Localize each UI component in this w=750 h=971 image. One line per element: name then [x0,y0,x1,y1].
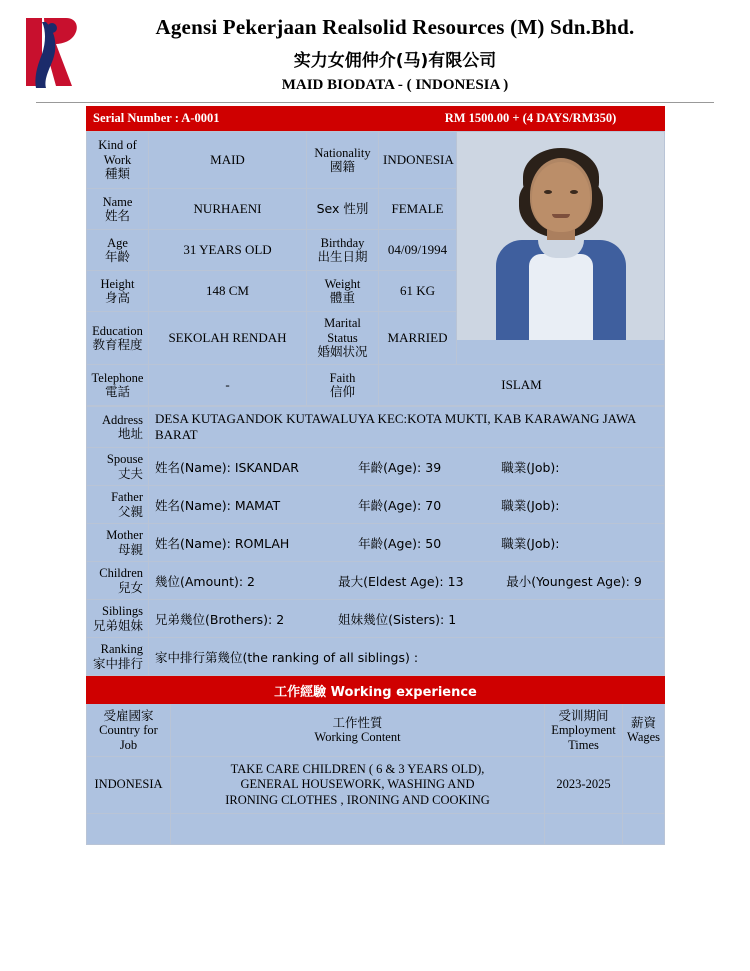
col-content-cn: 工作性質 [332,715,383,730]
value-spouse [149,448,665,486]
label-weight [307,271,379,312]
value-ranking: 家中排行第幾位(the ranking of all siblings) : [149,638,665,676]
col-wages [623,704,665,757]
col-times-en1: Employment [551,722,616,737]
label-birthday [307,230,379,271]
col-times [545,704,623,757]
col-wages-en: Wages [627,730,661,744]
cell-times: 2023-2025 [545,757,623,814]
document-title: MAID BIODATA - ( INDONESIA ) [281,77,509,94]
col-wages-cn: 薪資 [631,715,657,730]
children-eldest: 最大(Eldest Age): 13 [338,573,464,589]
label-faith-en: Faith [329,370,356,385]
label-nationality [307,132,379,189]
children-amount: 幾位(Amount): 2 [155,573,256,589]
value-siblings [149,600,665,638]
row-kind-of-work [87,132,665,189]
work-experience-table [86,676,665,845]
photo-cell [457,132,665,365]
label-marital-cn: 婚姻状况 [317,344,368,360]
label-marital-en2: Status [327,330,358,345]
value-address: DESA KUTAGANDOK KUTAWALUYA KEC:KOTA MUKTI, KAB KARAWANG JAWA BARAT [149,407,665,448]
father-age: 年齡(Age): 70 [358,497,442,513]
label-name-cn: 姓名 [104,208,130,223]
label-spouse-en: Spouse [106,452,143,467]
label-marital-status [307,312,379,365]
label-education-en: Education [92,323,143,338]
applicant-photo [457,132,664,340]
label-kind-of-work-en1: Kind of [98,138,137,153]
label-siblings [87,600,149,638]
label-name [87,189,149,230]
label-kind-of-work [87,132,149,189]
company-name-en: Agensi Pekerjaan Realsolid Resources (M) Sdn.Bhd. [155,15,635,39]
value-education: SEKOLAH RENDAH [149,312,307,365]
row-telephone [87,365,665,406]
value-telephone: - [149,365,307,406]
cell-content-line1: TAKE CARE CHILDREN ( 6 & 3 YEARS OLD), [230,761,485,776]
siblings-brothers: 兄弟幾位(Brothers): 2 [155,611,285,627]
company-name-cn: 实力女佣仲介(马)有限公司 [293,51,497,72]
label-mother-cn: 母親 [117,541,143,557]
value-marital-status: MARRIED [379,312,457,365]
value-nationality: INDONESIA [379,132,457,189]
cell-wages [623,757,665,814]
bio-table [86,131,665,406]
cell-wages [623,814,665,845]
value-kind-of-work: MAID [149,132,307,189]
family-table [86,406,665,676]
label-height [87,271,149,312]
col-content [171,704,545,757]
label-education [87,312,149,365]
label-birthday-cn: 出生日期 [317,249,368,264]
label-mother [87,524,149,562]
cell-country [87,814,171,845]
cell-content [171,757,545,814]
col-times-en2: Times [568,737,599,752]
biodata-sheet [86,106,664,845]
work-experience-header [87,677,665,704]
title-block [0,14,750,94]
label-weight-en: Weight [324,276,361,291]
cell-content [171,814,545,845]
label-father-cn: 父親 [117,503,143,519]
label-height-cn: 身高 [104,290,130,305]
label-spouse-cn: 丈夫 [117,465,143,481]
col-content-en: Working Content [314,730,401,744]
label-age [87,230,149,271]
cell-content-line2: GENERAL HOUSEWORK, WASHING AND [240,777,475,792]
label-telephone-en: Telephone [91,370,144,385]
label-children-en: Children [99,566,143,581]
row-ranking [87,638,665,676]
col-country [87,704,171,757]
work-experience-title: 工作經驗 Working experience [87,677,665,704]
label-mother-en: Mother [106,528,143,543]
label-father-en: Father [111,490,143,505]
label-kind-of-work-en2: Work [103,152,132,167]
label-siblings-en: Siblings [102,604,143,619]
col-times-cn: 受训期间 [558,707,609,723]
label-siblings-cn: 兄弟姐妹 [92,617,143,633]
row-siblings [87,600,665,638]
work-experience-columns [87,704,665,757]
price-badge: RM 1500.00 + (4 DAYS/RM350) [397,107,665,131]
label-ranking-en: Ranking [100,642,143,657]
label-ranking-cn: 家中排行 [92,655,143,671]
mother-name: 姓名(Name): ROMLAH [155,535,290,551]
label-birthday-en: Birthday [320,235,365,250]
value-father [149,486,665,524]
label-nationality-en: Nationality [314,145,371,160]
value-children [149,562,665,600]
cell-country: INDONESIA [87,757,171,814]
spouse-name: 姓名(Name): ISKANDAR [155,459,299,475]
children-youngest: 最小(Youngest Age): 9 [506,573,642,589]
realsolid-logo [22,14,84,90]
serial-table [86,106,665,131]
label-spouse [87,448,149,486]
label-address [87,407,149,448]
label-age-cn: 年齡 [104,249,130,264]
label-address-en: Address [102,412,143,427]
father-job: 職業(Job): [501,497,560,513]
label-children-cn: 兒女 [117,579,143,595]
mother-age: 年齡(Age): 50 [358,535,442,551]
value-name: NURHAENI [149,189,307,230]
label-telephone-cn: 電話 [104,384,130,399]
table-row [87,757,665,814]
row-father [87,486,665,524]
col-country-en2: Job [119,737,138,752]
label-address-cn: 地址 [117,426,143,441]
label-father [87,486,149,524]
siblings-sisters: 姐妹幾位(Sisters): 1 [338,611,457,627]
serial-number: Serial Number : A-0001 [87,107,397,131]
value-faith: ISLAM [379,365,665,406]
label-children [87,562,149,600]
label-marital-en: Marital [324,316,361,331]
row-mother [87,524,665,562]
label-name-en: Name [102,194,133,209]
document-header [0,0,750,92]
cell-content-line3: IRONING CLOTHES , IRONING AND COOKING [225,792,490,807]
label-telephone [87,365,149,406]
value-birthday: 04/09/1994 [379,230,457,271]
label-education-cn: 教育程度 [92,337,143,352]
label-nationality-cn: 國籍 [329,159,355,174]
label-sex: Sex 性別 [307,189,379,230]
value-age: 31 YEARS OLD [149,230,307,271]
spouse-job: 職業(Job): [501,459,560,475]
mother-job: 職業(Job): [501,535,560,551]
table-row [87,814,665,845]
col-country-en1: Country for [99,722,158,737]
label-ranking [87,638,149,676]
serial-row [87,107,665,131]
label-kind-of-work-cn: 種類 [104,166,130,182]
col-country-cn: 受雇國家 [103,707,154,723]
label-age-en: Age [107,235,128,250]
row-spouse [87,448,665,486]
row-address [87,407,665,448]
label-weight-cn: 體重 [329,290,355,305]
father-name: 姓名(Name): MAMAT [155,497,281,513]
label-faith-cn: 信仰 [329,384,355,399]
value-height: 148 CM [149,271,307,312]
header-divider [36,102,714,103]
value-mother [149,524,665,562]
spouse-age: 年齡(Age): 39 [358,459,442,475]
cell-times [545,814,623,845]
label-height-en: Height [100,276,135,291]
label-faith [307,365,379,406]
row-children [87,562,665,600]
value-sex: FEMALE [379,189,457,230]
value-weight: 61 KG [379,271,457,312]
